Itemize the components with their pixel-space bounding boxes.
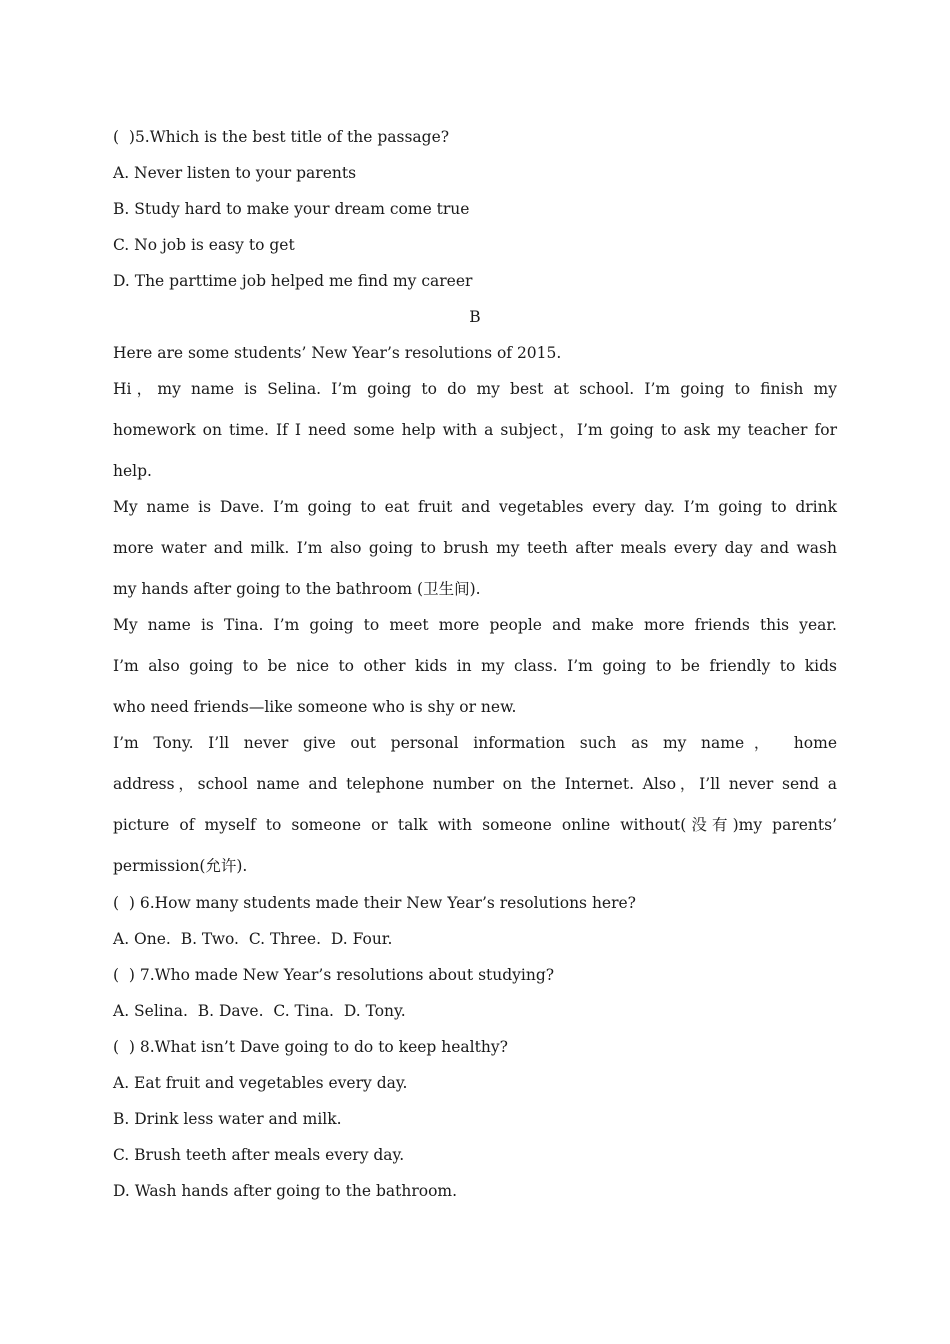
tina-paragraph-line-1: My name is Tina. I’m going to meet more people and make more friends this year.	[113, 616, 837, 634]
selina-paragraph-line-3: help.	[113, 462, 152, 480]
selina-paragraph-line-2: homework on time. If I need some help with a subject，I’m going to ask my teacher for	[113, 421, 837, 439]
selina-paragraph-line-1: Hi，my name is Selina. I’m going to do my best at school. I’m going to finish my	[113, 380, 837, 398]
question-8-option-d: D. Wash hands after going to the bathroom.	[113, 1182, 458, 1200]
question-6-stem: ( ) 6.How many students made their New Year’s resolutions here?	[113, 894, 636, 912]
dave-paragraph-line-2: more water and milk. I’m also going to brush my teeth after meals every day and wash	[113, 539, 837, 557]
question-8-option-a: A. Eat fruit and vegetables every day.	[113, 1074, 408, 1092]
tina-paragraph-line-3: who need friends—like someone who is shy or new.	[113, 698, 517, 716]
section-b-intro: Here are some students’ New Year’s resolutions of 2015.	[113, 344, 562, 362]
dave-paragraph-line-1: My name is Dave. I’m going to eat fruit and vegetables every day. I’m going to drink	[113, 498, 837, 516]
question-5-option-d: D. The parttime job helped me find my career	[113, 272, 473, 290]
question-5-option-c: C. No job is easy to get	[113, 236, 295, 254]
question-7-options: A. Selina. B. Dave. C. Tina. D. Tony.	[113, 1002, 406, 1020]
tony-paragraph-line-4: permission(允许).	[113, 857, 248, 875]
question-5-stem: ( )5.Which is the best title of the passage?	[113, 128, 450, 146]
tony-paragraph-line-1: I’m Tony. I’ll never give out personal information such as my name， home	[113, 734, 837, 752]
question-5-option-a: A. Never listen to your parents	[113, 164, 357, 182]
section-b-label: B	[469, 308, 481, 326]
question-5-option-b: B. Study hard to make your dream come true	[113, 200, 470, 218]
tina-paragraph-line-2: I’m also going to be nice to other kids in my class. I’m going to be friendly to kids	[113, 657, 837, 675]
tony-paragraph-line-3: picture of myself to someone or talk with someone online without(没有)my parents’	[113, 816, 837, 834]
question-8-option-b: B. Drink less water and milk.	[113, 1110, 342, 1128]
dave-paragraph-line-3: my hands after going to the bathroom (卫生间).	[113, 580, 481, 598]
question-7-stem: ( ) 7.Who made New Year’s resolutions about studying?	[113, 966, 555, 984]
question-8-option-c: C. Brush teeth after meals every day.	[113, 1146, 405, 1164]
question-6-options: A. One. B. Two. C. Three. D. Four.	[113, 930, 393, 948]
tony-paragraph-line-2: address，school name and telephone number on the Internet. Also，I’ll never send a	[113, 775, 837, 793]
question-8-stem: ( ) 8.What isn’t Dave going to do to keep healthy?	[113, 1038, 508, 1056]
